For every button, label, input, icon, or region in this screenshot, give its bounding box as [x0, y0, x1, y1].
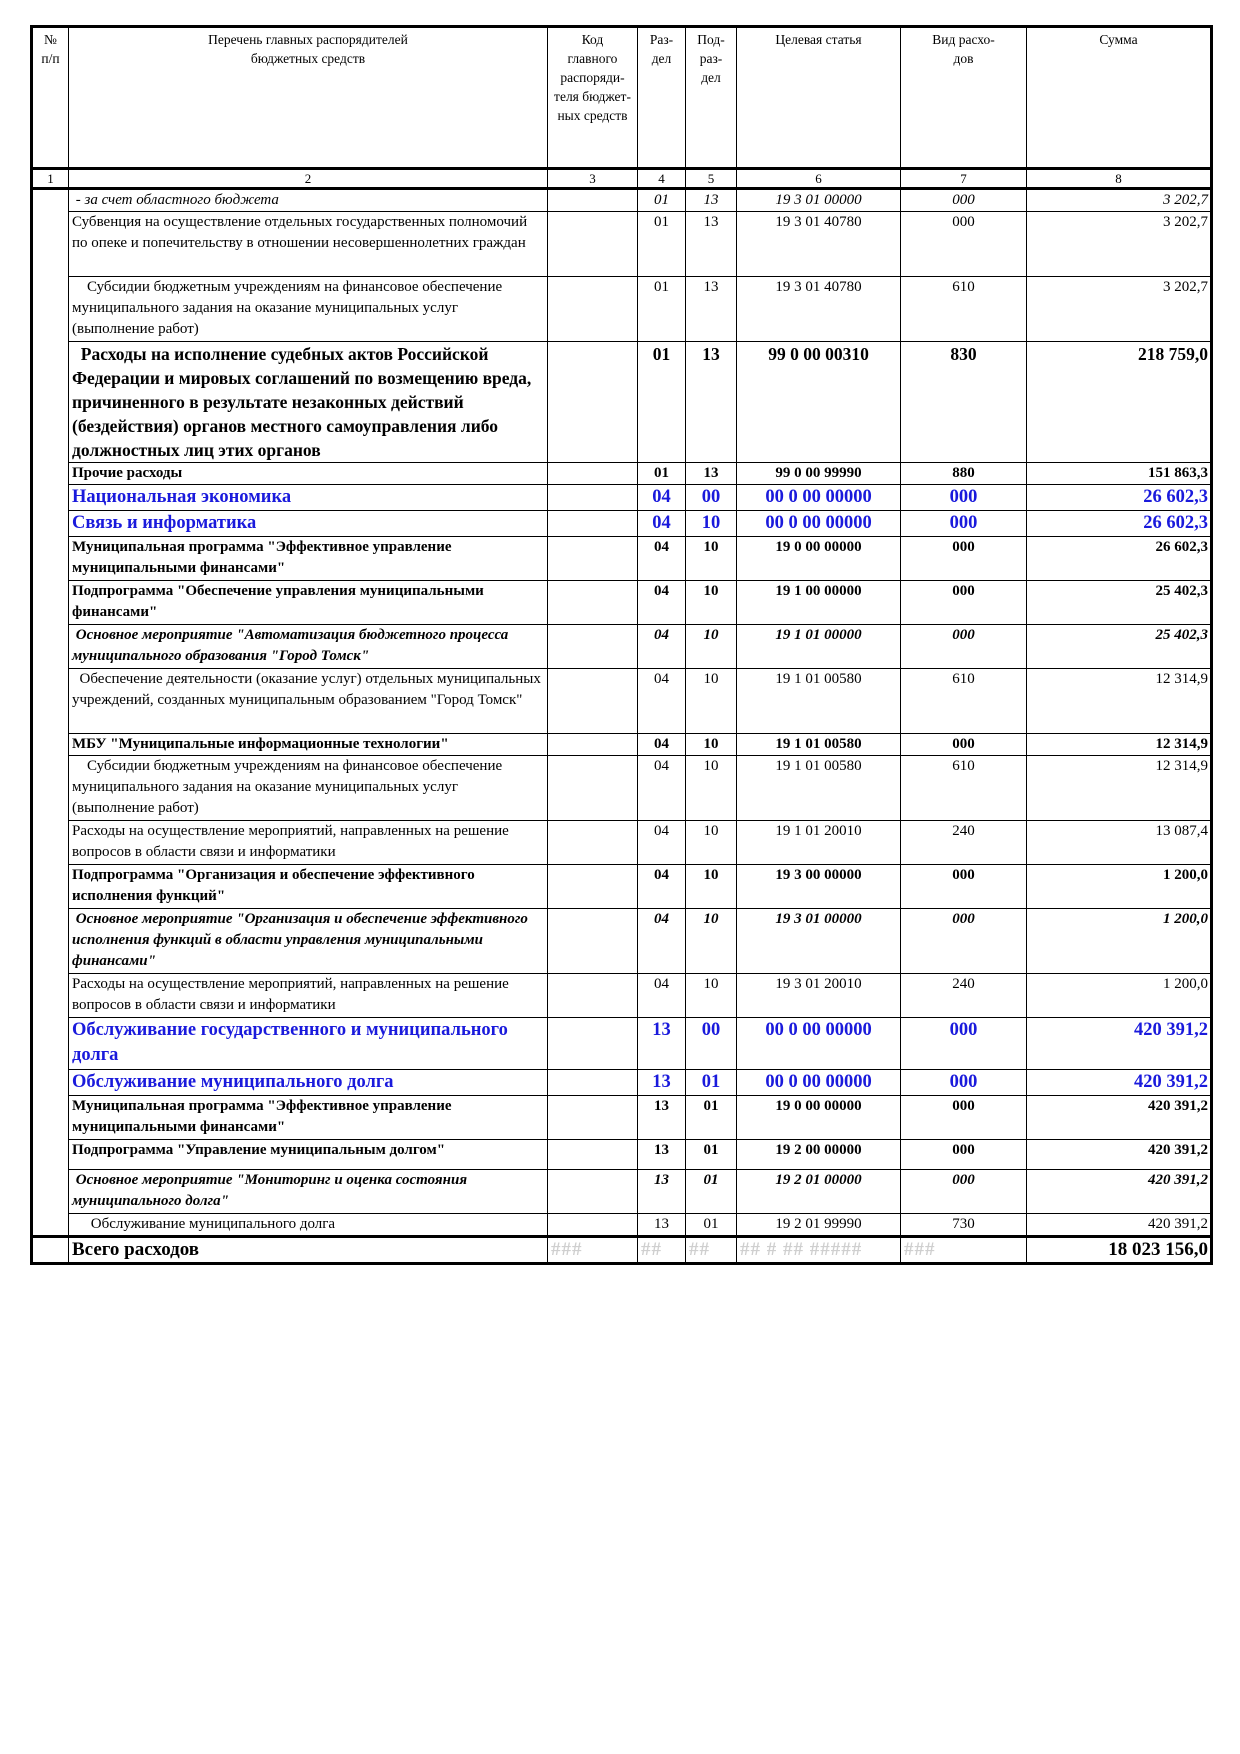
row-sum: 25 402,3: [1027, 625, 1212, 669]
row-target: 99 0 00 00310: [737, 342, 901, 463]
table-row: [32, 974, 1212, 1018]
row-target: 19 3 01 40780: [737, 277, 901, 342]
row-sum: 218 759,0: [1027, 342, 1212, 463]
row-name: Связь и информатика: [69, 511, 548, 537]
row-code: [548, 1018, 638, 1070]
row-num-cell: [32, 189, 69, 212]
row-podrazdel: 10: [686, 821, 737, 865]
total-podrazdel: ##: [686, 1237, 737, 1264]
row-podrazdel: 10: [686, 865, 737, 909]
row-sum: 151 863,3: [1027, 463, 1212, 485]
row-vid: 000: [901, 1170, 1027, 1214]
row-num-cell: [32, 485, 69, 511]
row-name: Основное мероприятие "Мониторинг и оценка состояния муниципального долга": [69, 1170, 548, 1214]
row-vid: 000: [901, 1096, 1027, 1140]
table-row: [32, 342, 1212, 463]
row-target: 19 1 01 00580: [737, 756, 901, 821]
row-name: Обслуживание муниципального долга: [69, 1070, 548, 1096]
row-name: Прочие расходы: [69, 463, 548, 485]
row-razdel: 04: [638, 581, 686, 625]
row-vid: 000: [901, 485, 1027, 511]
column-number: 3: [548, 169, 638, 189]
row-code: [548, 342, 638, 463]
row-name: Основное мероприятие "Автоматизация бюджетного процесса муниципального образования "Город Томск": [69, 625, 548, 669]
row-razdel: 01: [638, 277, 686, 342]
row-sum: 420 391,2: [1027, 1170, 1212, 1214]
row-razdel: 04: [638, 974, 686, 1018]
total-vid: ###: [901, 1237, 1027, 1264]
row-name: Основное мероприятие "Организация и обеспечение эффективного исполнения функций в области управления муниципальными финансами": [69, 909, 548, 974]
row-podrazdel: 00: [686, 485, 737, 511]
row-num-cell: [32, 734, 69, 756]
row-num-cell: [32, 669, 69, 734]
header-num: № п/п: [32, 27, 69, 169]
row-num-cell: [32, 511, 69, 537]
row-razdel: 04: [638, 669, 686, 734]
row-code: [548, 974, 638, 1018]
row-target: 19 1 01 00580: [737, 669, 901, 734]
row-razdel: 01: [638, 342, 686, 463]
row-sum: 13 087,4: [1027, 821, 1212, 865]
row-razdel: 01: [638, 463, 686, 485]
row-razdel: 04: [638, 865, 686, 909]
row-num-cell: [32, 537, 69, 581]
row-num-cell: [32, 1018, 69, 1070]
row-vid: 610: [901, 277, 1027, 342]
row-target: 00 0 00 00000: [737, 511, 901, 537]
table-row: [32, 581, 1212, 625]
row-code: [548, 909, 638, 974]
row-code: [548, 485, 638, 511]
row-podrazdel: 00: [686, 1018, 737, 1070]
table-row: [32, 625, 1212, 669]
row-podrazdel: 10: [686, 974, 737, 1018]
row-num-cell: [32, 909, 69, 974]
table-row: [32, 1070, 1212, 1096]
table-row: [32, 212, 1212, 277]
row-num-cell: [32, 1070, 69, 1096]
column-number: 2: [69, 169, 548, 189]
row-num-cell: [32, 1096, 69, 1140]
row-num-cell: [32, 821, 69, 865]
row-vid: 000: [901, 1070, 1027, 1096]
row-podrazdel: 01: [686, 1070, 737, 1096]
row-sum: 12 314,9: [1027, 756, 1212, 821]
row-vid: 000: [901, 625, 1027, 669]
row-target: 00 0 00 00000: [737, 1070, 901, 1096]
row-vid: 000: [901, 537, 1027, 581]
row-podrazdel: 13: [686, 189, 737, 212]
row-code: [548, 821, 638, 865]
row-sum: 26 602,3: [1027, 511, 1212, 537]
table-row: [32, 189, 1212, 212]
table-row: [32, 756, 1212, 821]
row-target: 19 2 01 99990: [737, 1214, 901, 1237]
table-row: [32, 485, 1212, 511]
row-target: 00 0 00 00000: [737, 1018, 901, 1070]
row-name: Обслуживание государственного и муниципального долга: [69, 1018, 548, 1070]
row-sum: 1 200,0: [1027, 974, 1212, 1018]
budget-document: [30, 25, 1210, 1265]
row-code: [548, 1214, 638, 1237]
row-target: 19 1 01 00000: [737, 625, 901, 669]
total-label: Всего расходов: [69, 1237, 548, 1264]
row-target: 19 3 01 40780: [737, 212, 901, 277]
total-target: ## # ## #####: [737, 1237, 901, 1264]
header-sum: Сумма: [1027, 27, 1212, 169]
row-vid: 730: [901, 1214, 1027, 1237]
row-podrazdel: 13: [686, 342, 737, 463]
row-num-cell: [32, 463, 69, 485]
row-name: Подпрограмма "Обеспечение управления муниципальными финансами": [69, 581, 548, 625]
row-code: [548, 463, 638, 485]
row-target: 00 0 00 00000: [737, 485, 901, 511]
table-row: [32, 1018, 1212, 1070]
header-vid: Вид расхо- дов: [901, 27, 1027, 169]
header-name: Перечень главных распорядителей бюджетных средств: [69, 27, 548, 169]
row-code: [548, 1070, 638, 1096]
row-code: [548, 865, 638, 909]
row-sum: 420 391,2: [1027, 1018, 1212, 1070]
row-sum: 1 200,0: [1027, 865, 1212, 909]
column-number: 1: [32, 169, 69, 189]
row-num-cell: [32, 277, 69, 342]
row-razdel: 13: [638, 1096, 686, 1140]
row-target: 19 2 01 00000: [737, 1170, 901, 1214]
row-num-cell: [32, 1170, 69, 1214]
row-podrazdel: 01: [686, 1096, 737, 1140]
row-name: Национальная экономика: [69, 485, 548, 511]
row-code: [548, 581, 638, 625]
budget-table: [30, 25, 1213, 1265]
row-sum: 12 314,9: [1027, 734, 1212, 756]
row-target: 19 3 01 00000: [737, 189, 901, 212]
column-numbers-row: [32, 169, 1212, 189]
row-name: Муниципальная программа "Эффективное управление муниципальными финансами": [69, 537, 548, 581]
row-target: 19 0 00 00000: [737, 537, 901, 581]
row-sum: 3 202,7: [1027, 212, 1212, 277]
row-target: 19 1 00 00000: [737, 581, 901, 625]
row-code: [548, 1096, 638, 1140]
row-target: 19 3 01 00000: [737, 909, 901, 974]
row-podrazdel: 10: [686, 669, 737, 734]
column-number: 7: [901, 169, 1027, 189]
row-target: 19 2 00 00000: [737, 1140, 901, 1170]
row-vid: 000: [901, 212, 1027, 277]
row-num-cell: [32, 1140, 69, 1170]
row-vid: 610: [901, 756, 1027, 821]
total-code: ###: [548, 1237, 638, 1264]
total-sum: 18 023 156,0: [1027, 1237, 1212, 1264]
row-razdel: 13: [638, 1214, 686, 1237]
row-sum: 420 391,2: [1027, 1096, 1212, 1140]
row-sum: 420 391,2: [1027, 1140, 1212, 1170]
table-row: [32, 734, 1212, 756]
table-row: [32, 1170, 1212, 1214]
row-num-cell: [32, 212, 69, 277]
row-code: [548, 1140, 638, 1170]
table-row: [32, 537, 1212, 581]
row-razdel: 04: [638, 625, 686, 669]
row-code: [548, 511, 638, 537]
row-num-cell: [32, 865, 69, 909]
row-num-cell: [32, 581, 69, 625]
row-podrazdel: 10: [686, 511, 737, 537]
row-razdel: 04: [638, 821, 686, 865]
row-razdel: 13: [638, 1070, 686, 1096]
row-num-cell: [32, 625, 69, 669]
header-row: [32, 27, 1212, 169]
row-target: 19 1 01 00580: [737, 734, 901, 756]
row-podrazdel: 10: [686, 581, 737, 625]
row-target: 19 3 00 00000: [737, 865, 901, 909]
row-sum: 3 202,7: [1027, 277, 1212, 342]
column-number: 5: [686, 169, 737, 189]
row-razdel: 04: [638, 511, 686, 537]
row-code: [548, 212, 638, 277]
row-vid: 000: [901, 581, 1027, 625]
row-razdel: 01: [638, 212, 686, 277]
row-razdel: 13: [638, 1170, 686, 1214]
row-sum: 26 602,3: [1027, 537, 1212, 581]
total-razdel: ##: [638, 1237, 686, 1264]
row-podrazdel: 01: [686, 1140, 737, 1170]
row-code: [548, 669, 638, 734]
table-row: [32, 909, 1212, 974]
row-target: 19 1 01 20010: [737, 821, 901, 865]
row-vid: 000: [901, 1140, 1027, 1170]
row-sum: 420 391,2: [1027, 1214, 1212, 1237]
row-podrazdel: 01: [686, 1214, 737, 1237]
row-podrazdel: 10: [686, 756, 737, 821]
row-podrazdel: 10: [686, 537, 737, 581]
row-vid: 000: [901, 865, 1027, 909]
row-target: 99 0 00 99990: [737, 463, 901, 485]
row-vid: 000: [901, 189, 1027, 212]
row-razdel: 04: [638, 756, 686, 821]
row-razdel: 04: [638, 485, 686, 511]
row-razdel: 13: [638, 1140, 686, 1170]
row-podrazdel: 13: [686, 463, 737, 485]
row-sum: 26 602,3: [1027, 485, 1212, 511]
row-vid: 240: [901, 821, 1027, 865]
table-row: [32, 463, 1212, 485]
row-code: [548, 625, 638, 669]
table-row: [32, 669, 1212, 734]
row-podrazdel: 13: [686, 212, 737, 277]
column-number: 6: [737, 169, 901, 189]
row-name: Подпрограмма "Управление муниципальным долгом": [69, 1140, 548, 1170]
table-row: [32, 1214, 1212, 1237]
row-vid: 000: [901, 909, 1027, 974]
row-vid: 000: [901, 511, 1027, 537]
table-row: [32, 865, 1212, 909]
row-sum: 25 402,3: [1027, 581, 1212, 625]
row-name: - за счет областного бюджета: [69, 189, 548, 212]
row-sum: 1 200,0: [1027, 909, 1212, 974]
row-name: Расходы на исполнение судебных актов Российской Федерации и мировых соглашений по возмещению вреда, причиненного в результате незаконных действий (бездействия) органов местного самоуправления либо должностных лиц этих органов: [69, 342, 548, 463]
table-row: [32, 277, 1212, 342]
row-name: Субвенция на осуществление отдельных государственных полномочий по опеке и попечительству в отношении несовершеннолетних граждан: [69, 212, 548, 277]
row-name: Обслуживание муниципального долга: [69, 1214, 548, 1237]
row-name: Обеспечение деятельности (оказание услуг) отдельных муниципальных учреждений, созданных муниципальным образованием "Город Томск": [69, 669, 548, 734]
table-row: [32, 511, 1212, 537]
row-razdel: 01: [638, 189, 686, 212]
row-razdel: 04: [638, 734, 686, 756]
row-podrazdel: 10: [686, 734, 737, 756]
row-target: 19 0 00 00000: [737, 1096, 901, 1140]
row-vid: 000: [901, 1018, 1027, 1070]
row-code: [548, 277, 638, 342]
row-sum: 3 202,7: [1027, 189, 1212, 212]
row-sum: 420 391,2: [1027, 1070, 1212, 1096]
row-sum: 12 314,9: [1027, 669, 1212, 734]
row-target: 19 3 01 20010: [737, 974, 901, 1018]
row-name: Муниципальная программа "Эффективное управление муниципальными финансами": [69, 1096, 548, 1140]
header-code: Код главного распоряди- теля бюджет- ных средств: [548, 27, 638, 169]
column-number: 4: [638, 169, 686, 189]
total-num-cell: [32, 1237, 69, 1264]
row-vid: 880: [901, 463, 1027, 485]
row-vid: 830: [901, 342, 1027, 463]
row-name: Субсидии бюджетным учреждениям на финансовое обеспечение муниципального задания на оказание муниципальных услуг (выполнение работ): [69, 277, 548, 342]
row-podrazdel: 13: [686, 277, 737, 342]
header-razdel: Раз- дел: [638, 27, 686, 169]
row-name: МБУ "Муниципальные информационные технологии": [69, 734, 548, 756]
column-number: 8: [1027, 169, 1212, 189]
row-num-cell: [32, 342, 69, 463]
row-razdel: 13: [638, 1018, 686, 1070]
row-code: [548, 756, 638, 821]
row-num-cell: [32, 974, 69, 1018]
total-row: [32, 1237, 1212, 1264]
table-row: [32, 1096, 1212, 1140]
row-name: Расходы на осуществление мероприятий, направленных на решение вопросов в области связи и информатики: [69, 974, 548, 1018]
row-razdel: 04: [638, 537, 686, 581]
row-vid: 240: [901, 974, 1027, 1018]
row-podrazdel: 01: [686, 1170, 737, 1214]
row-vid: 000: [901, 734, 1027, 756]
table-row: [32, 1140, 1212, 1170]
row-razdel: 04: [638, 909, 686, 974]
row-vid: 610: [901, 669, 1027, 734]
row-num-cell: [32, 1214, 69, 1237]
row-code: [548, 1170, 638, 1214]
row-code: [548, 734, 638, 756]
row-podrazdel: 10: [686, 625, 737, 669]
table-row: [32, 821, 1212, 865]
header-target: Целевая статья: [737, 27, 901, 169]
table-body: [32, 189, 1212, 1237]
row-name: Расходы на осуществление мероприятий, направленных на решение вопросов в области связи и информатики: [69, 821, 548, 865]
header-podrazdel: Под- раз- дел: [686, 27, 737, 169]
row-code: [548, 537, 638, 581]
row-code: [548, 189, 638, 212]
row-name: Субсидии бюджетным учреждениям на финансовое обеспечение муниципального задания на оказание муниципальных услуг (выполнение работ): [69, 756, 548, 821]
row-podrazdel: 10: [686, 909, 737, 974]
row-name: Подпрограмма "Организация и обеспечение эффективного исполнения функций": [69, 865, 548, 909]
row-num-cell: [32, 756, 69, 821]
